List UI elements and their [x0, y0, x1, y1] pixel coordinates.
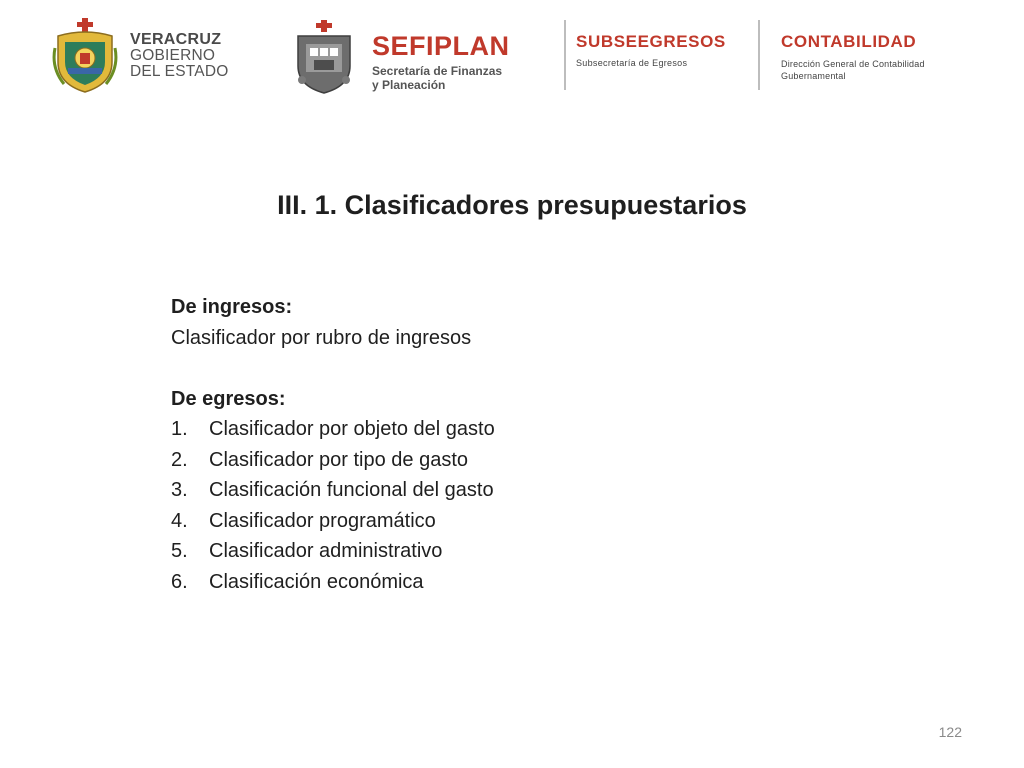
list-item-number: 2.: [171, 448, 188, 471]
list-item: [171, 475, 731, 506]
veracruz-line2: GOBIERNO: [130, 47, 216, 64]
egresos-list: [171, 414, 731, 597]
contabilidad-brand: CONTABILIDAD: [781, 32, 917, 51]
page-number: 122: [938, 724, 962, 740]
list-item-number: 3.: [171, 479, 188, 501]
slide-title: III. 1. Clasificadores presupuestarios: [277, 190, 747, 220]
sefiplan-brand: SEFIPLAN: [372, 31, 510, 61]
list-item-text: Clasificador administrativo: [209, 540, 443, 562]
list-item: [171, 506, 731, 537]
list-item-text: Clasificador programático: [209, 509, 436, 532]
list-item-text: Clasificación económica: [209, 570, 424, 593]
veracruz-line3: DEL ESTADO: [130, 63, 229, 80]
sefiplan-wordmark: [372, 32, 510, 92]
sefiplan-sub1: Secretaría de Finanzas: [372, 64, 503, 78]
subseegresos-brand: SUBSEEGRESOS: [576, 32, 726, 51]
subseegresos-sub: Subsecretaría de Egresos: [576, 58, 688, 68]
list-item-number: 4.: [171, 509, 188, 532]
subseegresos-logo: [576, 32, 751, 108]
contabilidad-logo: [781, 32, 981, 108]
list-item: [171, 445, 731, 476]
list-item: [171, 414, 731, 445]
slide-content: [171, 292, 731, 597]
sefiplan-seal-icon: [292, 20, 356, 94]
list-item-text: Clasificación funcional del gasto: [209, 479, 494, 501]
contabilidad-sub2: Gubernamental: [781, 71, 846, 81]
list-item-text: Clasificador por tipo de gasto: [209, 448, 469, 471]
list-item-text: Clasificador por objeto del gasto: [209, 418, 495, 440]
header-divider: [564, 20, 566, 90]
list-item-number: 1.: [171, 418, 188, 440]
header-divider: [758, 20, 760, 90]
veracruz-coat-of-arms-icon: [52, 18, 118, 94]
header-logos: [0, 0, 1024, 110]
egresos-heading: De egresos:: [171, 387, 286, 410]
list-item: [171, 567, 731, 598]
sefiplan-sub2: y Planeación: [372, 78, 446, 92]
section-spacer: [171, 353, 731, 384]
ingresos-heading: De ingresos:: [171, 296, 293, 318]
list-item-number: 6.: [171, 570, 188, 593]
veracruz-wordmark: [130, 32, 228, 80]
list-item: [171, 536, 731, 567]
veracruz-line1: VERACRUZ: [130, 31, 222, 48]
veracruz-logo: [52, 18, 242, 94]
contabilidad-sub1: Dirección General de Contabilidad: [781, 59, 925, 69]
list-item-number: 5.: [171, 540, 188, 562]
ingresos-item: Clasificador por rubro de ingresos: [171, 326, 472, 349]
sefiplan-logo: [292, 18, 542, 94]
